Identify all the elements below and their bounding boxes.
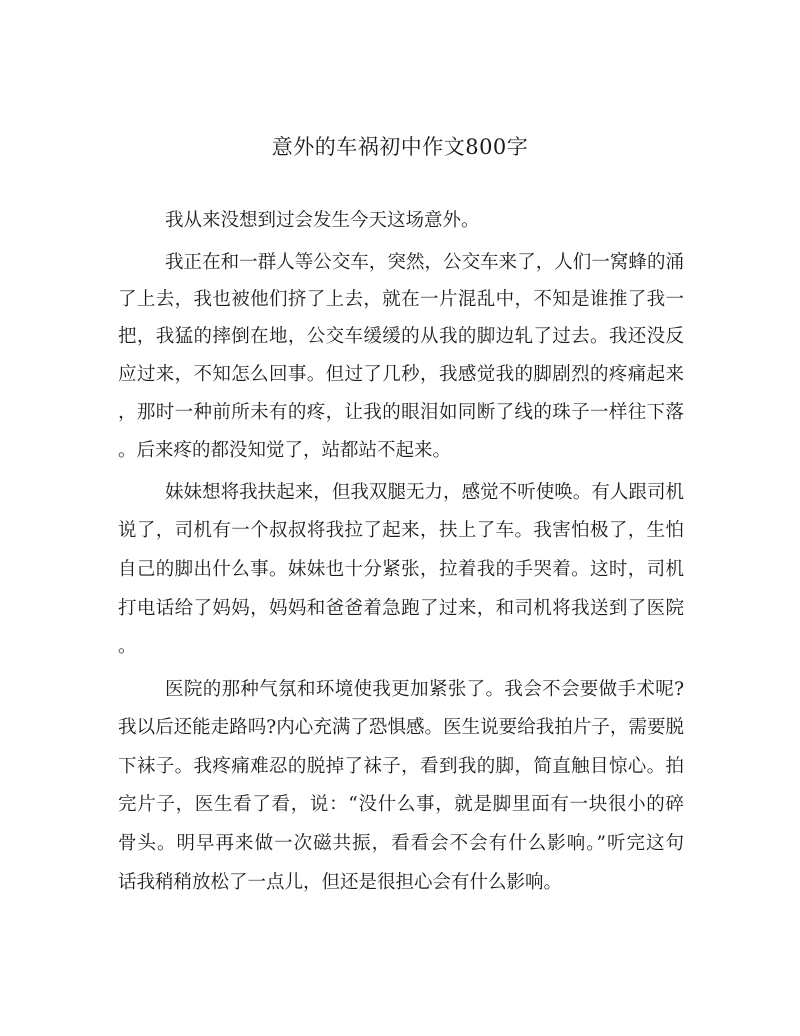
- paragraph-4-line-3: 下袜子。我疼痛难忍的脱掉了袜子，看到我的脚，简直触目惊心。拍: [118, 756, 684, 777]
- paragraph-2-line-1: 我正在和一群人等公交车，突然，公交车来了，人们一窝蜂的涌: [165, 252, 684, 273]
- paragraph-4-line-2: 我以后还能走路吗?内心充满了恐惧感。医生说要给我拍片子，需要脱: [118, 717, 684, 738]
- paragraph-3-line-1: 妹妹想将我扶起来，但我双腿无力，感觉不听使唤。有人跟司机: [165, 482, 684, 503]
- paragraph-3-line-5: 。: [118, 636, 137, 657]
- paragraph-2-line-4: 应过来，不知怎么回事。但过了几秒，我感觉我的脚剧烈的疼痛起来: [118, 364, 684, 385]
- paragraph-3-line-2: 说了，司机有一个叔叔将我拉了起来，扶上了车。我害怕极了，生怕: [118, 520, 684, 541]
- paragraph-4-line-4: 完片子，医生看了看，说：“没什么事，就是脚里面有一块很小的碎: [118, 794, 684, 815]
- document-title: 意外的车祸初中作文800字: [271, 135, 529, 159]
- paragraph-3-line-4: 打电话给了妈妈，妈妈和爸爸着急跑了过来，和司机将我送到了医院: [118, 598, 684, 619]
- paragraph-4-line-5: 骨头。明早再来做一次磁共振，看看会不会有什么影响。”听完这句: [118, 833, 684, 854]
- paragraph-2-line-5: ，那时一种前所未有的疼，让我的眼泪如同断了线的珠子一样往下落: [118, 402, 684, 423]
- paragraph-2-line-3: 把，我猛的摔倒在地，公交车缓缓的从我的脚边轧了过去。我还没反: [118, 326, 684, 347]
- paragraph-2-line-6: 。后来疼的都没知觉了，站都站不起来。: [118, 440, 452, 461]
- paragraph-4-line-1: 医院的那种气氛和环境使我更加紧张了。我会不会要做手术呢?: [165, 679, 684, 700]
- paragraph-4-line-6: 话我稍稍放松了一点儿，但还是很担心会有什么影响。: [118, 872, 563, 893]
- paragraph-1-line-1: 我从来没想到过会发生今天这场意外。: [165, 210, 480, 231]
- paragraph-3-line-3: 自己的脚出什么事。妹妹也十分紧张，拉着我的手哭着。这时，司机: [118, 559, 684, 580]
- paragraph-2-line-2: 了上去，我也被他们挤了上去，就在一片混乱中，不知是谁推了我一: [118, 289, 684, 310]
